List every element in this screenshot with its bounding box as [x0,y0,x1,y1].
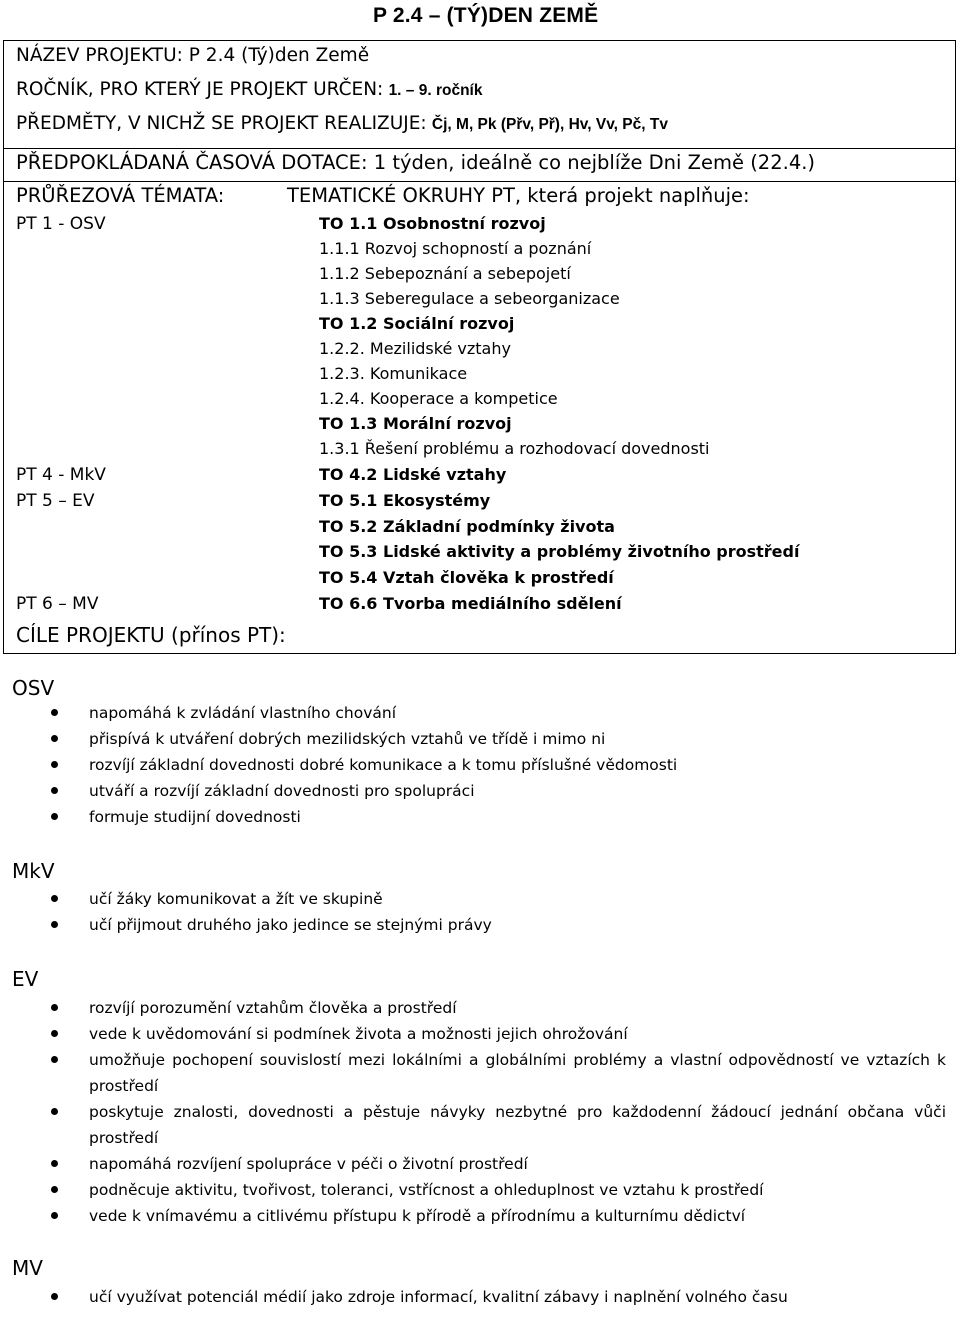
thematic-area: TO 6.6 Tvorba mediálního sdělení [319,594,622,613]
thematic-subarea: 1.2.3. Komunikace [319,364,468,383]
goal-section-title: MV [12,1256,43,1280]
thematic-area: TO 1.3 Morální rozvoj [319,414,512,433]
subjects-value: Čj, M, Pk (Přv, Př), Hv, Vv, Pč, Tv [431,116,668,133]
thematic-area: TO 5.2 Základní podmínky života [319,517,615,536]
list-item: učí žáky komunikovat a žít ve skupině [0,886,960,912]
list-item: utváří a rozvíjí základní dovednosti pro spolupráci [0,778,960,804]
list-item: učí přijmout druhého jako jedince se stejnými právy [0,912,960,938]
thematic-area: TO 5.4 Vztah člověka k prostředí [319,568,614,587]
list-item: rozvíjí základní dovednosti dobré komunikace a k tomu příslušné vědomosti [0,752,960,778]
list-item: vede k vnímavému a citlivému přístupu k přírodě a přírodnímu a kulturnímu dědictví [0,1203,960,1229]
goal-list [0,995,960,1229]
thematic-areas-title: TEMATICKÉ OKRUHY PT, která projekt naplňuje: [287,184,750,207]
goals-title: CÍLE PROJEKTU (přínos PT): [16,623,286,647]
list-item: formuje studijní dovednosti [0,804,960,830]
grade-value: 1. – 9. ročník [388,82,483,99]
project-time [16,151,815,175]
list-item: podněcuje aktivitu, tvořivost, toleranci, vstřícnost a ohleduplnost ve vztahu k prostředí [0,1177,960,1203]
thematic-subarea: 1.2.4. Kooperace a kompetice [319,389,558,408]
goal-list [0,1284,960,1310]
cross-themes-label: PRŮŘEZOVÁ TÉMATA: [16,184,225,207]
goal-section-title: MkV [12,859,55,883]
thematic-area: TO 4.2 Lidské vztahy [319,465,507,484]
list-item: napomáhá rozvíjení spolupráce v péči o životní prostředí [0,1151,960,1177]
list-item: napomáhá k zvládání vlastního chování [0,700,960,726]
divider [4,181,955,182]
thematic-subarea: 1.1.2 Sebepoznání a sebepojetí [319,264,571,283]
list-item: rozvíjí porozumění vztahům člověka a prostředí [0,995,960,1021]
time-label: PŘEDPOKLÁDANÁ ČASOVÁ DOTACE: 1 týden, ideálně co nejblíže Dni Země (22.4.) [16,151,816,174]
document-heading: P 2.4 – (TÝ)DEN ZEMĚ [373,4,599,27]
thematic-area: TO 5.3 Lidské aktivity a problémy životního prostředí [319,542,800,561]
thematic-subarea: 1.2.2. Mezilidské vztahy [319,339,511,358]
list-item: poskytuje znalosti, dovednosti a pěstuje návyky nezbytné pro každodenní žádoucí jednání občana vůči prostředí [0,1099,946,1151]
goal-list [0,886,960,938]
project-grade [16,79,482,101]
divider [4,148,955,149]
thematic-area: TO 5.1 Ekosystémy [319,491,491,510]
list-item: přispívá k utváření dobrých mezilidských vztahů ve třídě i mimo ni [0,726,960,752]
cross-theme: PT 1 - OSV [16,214,106,234]
goal-section-title: OSV [12,676,55,700]
goal-section-title: EV [12,967,39,991]
cross-theme: PT 5 – EV [16,491,95,511]
goal-list [0,700,960,830]
list-item: vede k uvědomování si podmínek života a možnosti jejich ohrožování [0,1021,960,1047]
thematic-subarea: 1.3.1 Řešení problému a rozhodovací dovednosti [319,439,710,458]
project-info-box [3,40,956,654]
thematic-subarea: 1.1.1 Rozvoj schopností a poznání [319,239,592,258]
list-item: umožňuje pochopení souvislostí mezi lokálními a globálními problémy a vlastní odpovědností ve vztazích k prostředí [0,1047,946,1099]
thematic-area: TO 1.1 Osobnostní rozvoj [319,214,546,233]
project-name-label: NÁZEV PROJEKTU: P 2.4 (Tý)den Země [16,45,370,66]
project-subjects [16,113,668,135]
subjects-label: PŘEDMĚTY, V NICHŽ SE PROJEKT REALIZUJE: [16,113,427,134]
cross-theme: PT 6 – MV [16,594,99,614]
list-item: učí využívat potenciál médií jako zdroje informací, kvalitní zábavy i naplnění volného času [0,1284,960,1310]
project-name [16,45,369,67]
thematic-subarea: 1.1.3 Seberegulace a sebeorganizace [319,289,620,308]
grade-label: ROČNÍK, PRO KTERÝ JE PROJEKT URČEN: [16,79,384,100]
thematic-area: TO 1.2 Sociální rozvoj [319,314,515,333]
cross-theme: PT 4 - MkV [16,465,106,485]
